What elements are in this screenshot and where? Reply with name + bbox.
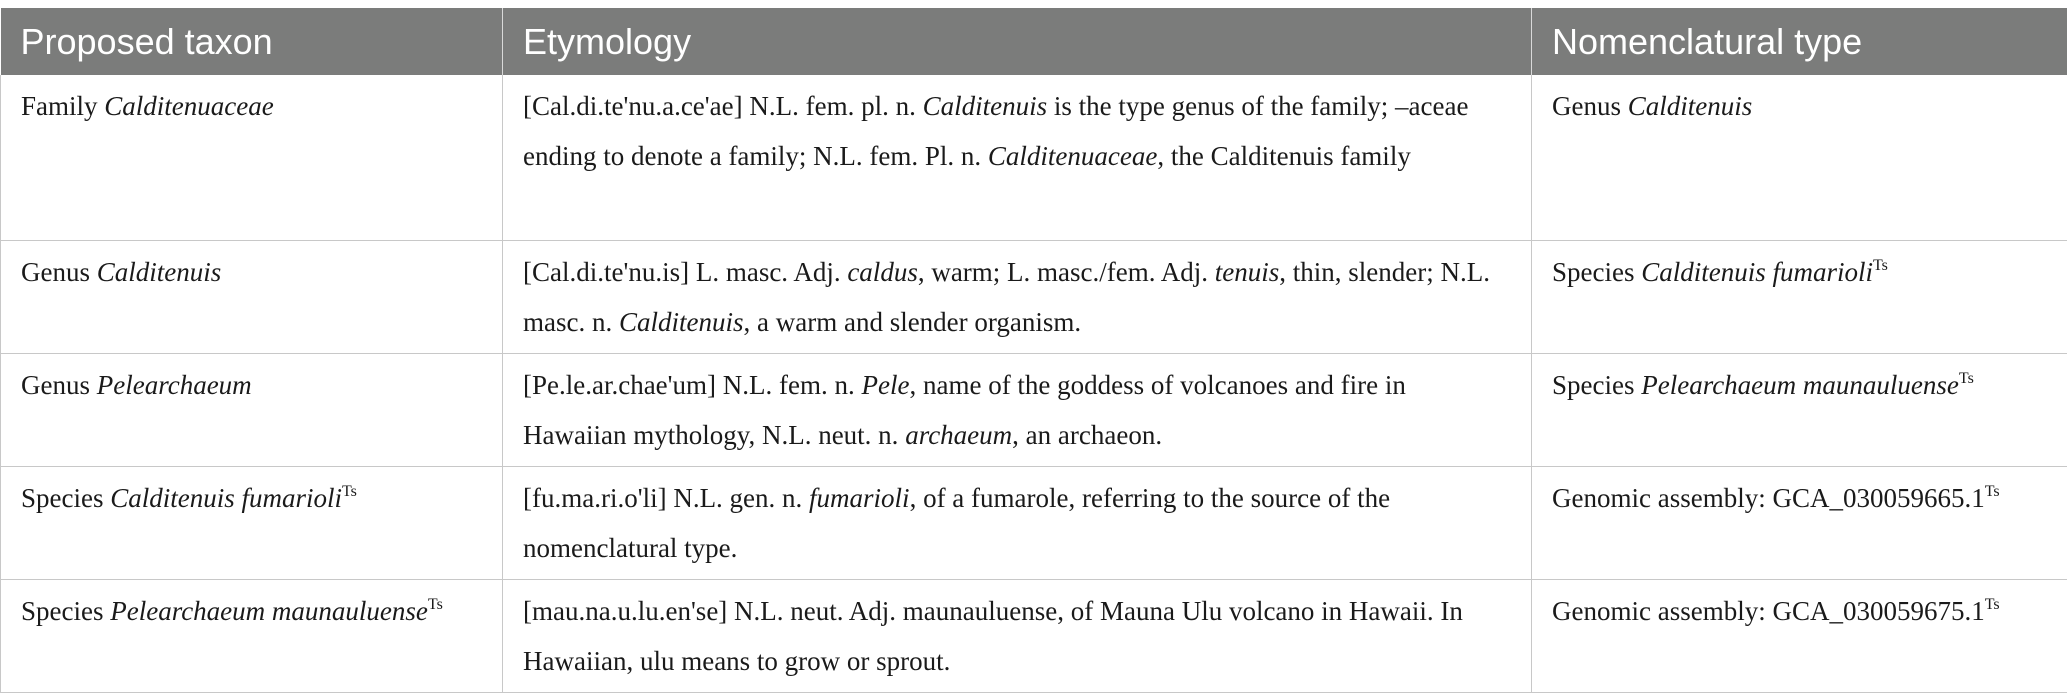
etymology-text: , an archaeon.	[1012, 419, 1163, 450]
type-prefix: Genus	[1552, 91, 1628, 121]
etymology-cell	[503, 466, 1532, 579]
etymology-text: , a warm and slender organism.	[743, 306, 1082, 337]
etymology-italic: Calditenuis	[618, 306, 744, 337]
taxon-rank: Species	[21, 595, 104, 626]
taxon-name: Pelearchaeum	[96, 369, 252, 400]
etymology-text: [Cal.di.te'nu.a.ce'ae] N.L. fem. pl. n.	[523, 91, 923, 121]
type-prefix: Species	[1552, 256, 1642, 287]
etymology-cell	[503, 75, 1532, 240]
table-row	[1, 579, 2067, 692]
type-strain-superscript: Ts	[1958, 369, 1974, 387]
taxon-rank: Family	[21, 91, 98, 121]
taxon-rank: Genus	[21, 256, 90, 287]
etymology-italic: caldus	[847, 256, 918, 287]
taxon-rank: Genus	[21, 369, 90, 400]
type-cell	[1532, 353, 2067, 466]
taxon-name: Calditenuaceae	[104, 91, 274, 121]
etymology-text: is the type genus of the family; –aceae ending to denote a family; N.L. fem. Pl. n.	[523, 91, 1469, 171]
type-prefix: Species	[1552, 369, 1642, 400]
etymology-cell	[503, 353, 1532, 466]
etymology-text: [Pe.le.ar.chae'um] N.L. fem. n.	[523, 369, 862, 400]
taxon-name: Calditenuis fumarioli	[110, 482, 343, 513]
etymology-italic: fumarioli	[809, 482, 910, 513]
etymology-text: [fu.ma.ri.o'li] N.L. gen. n.	[523, 482, 810, 513]
etymology-text: [Cal.di.te'nu.is] L. masc. Adj.	[523, 256, 848, 287]
taxonomy-table	[0, 8, 2067, 693]
etymology-italic: Pele	[861, 369, 910, 400]
header-proposed-taxon: Proposed taxon	[1, 8, 503, 75]
taxon-rank: Species	[21, 482, 104, 513]
taxon-name: Pelearchaeum maunauluense	[110, 595, 428, 626]
type-strain-superscript: Ts	[1984, 595, 2000, 613]
type-cell	[1532, 466, 2067, 579]
etymology-text: [mau.na.u.lu.en'se] N.L. neut. Adj. maunauluense, of Mauna Ulu volcano in Hawaii. In Hawaiian, ulu means to grow or sprout.	[523, 595, 1463, 676]
type-strain-superscript: Ts	[1984, 482, 2000, 500]
header-row	[1, 8, 2067, 75]
taxonomy-table-container	[0, 8, 2067, 693]
etymology-text: , of a fumarole, referring to the source of the nomenclatural type.	[523, 482, 1391, 563]
type-cell	[1532, 579, 2067, 692]
taxon-cell	[1, 466, 503, 579]
table-row	[1, 353, 2067, 466]
type-prefix: Genomic assembly: GCA_030059665.1	[1552, 482, 1985, 513]
type-strain-superscript: Ts	[1873, 256, 1888, 274]
header-nomenclatural-type: Nomenclatural type	[1532, 8, 2067, 75]
taxon-cell	[1, 353, 503, 466]
etymology-text: , warm; L. masc./fem. Adj.	[917, 256, 1215, 287]
etymology-italic: tenuis	[1214, 256, 1280, 287]
etymology-italic: Calditenuaceae	[987, 141, 1158, 171]
taxon-strain-superscript: Ts	[342, 482, 357, 500]
taxon-name: Calditenuis	[96, 256, 222, 287]
type-name: Pelearchaeum maunauluense	[1641, 369, 1959, 400]
etymology-text: , thin, slender; N.L. masc. n.	[523, 256, 1490, 337]
header-etymology: Etymology	[503, 8, 1532, 75]
taxon-cell	[1, 75, 503, 240]
type-name: Calditenuis	[1627, 91, 1753, 121]
table-header	[1, 8, 2067, 75]
taxon-cell	[1, 579, 503, 692]
etymology-italic: Calditenuis	[922, 91, 1048, 121]
etymology-text: , name of the goddess of volcanoes and fire in Hawaiian mythology, N.L. neut. n.	[523, 369, 1406, 450]
taxon-strain-superscript: Ts	[427, 595, 443, 613]
type-cell	[1532, 240, 2067, 353]
table-row	[1, 466, 2067, 579]
etymology-cell	[503, 579, 1532, 692]
etymology-text: , the Calditenuis family	[1157, 141, 1411, 171]
type-name: Calditenuis fumarioli	[1641, 256, 1874, 287]
table-row	[1, 240, 2067, 353]
taxon-cell	[1, 240, 503, 353]
type-cell	[1532, 75, 2067, 240]
type-prefix: Genomic assembly: GCA_030059675.1	[1552, 595, 1985, 626]
etymology-italic: archaeum	[905, 419, 1013, 450]
table-body	[1, 75, 2067, 692]
table-row	[1, 75, 2067, 240]
etymology-cell	[503, 240, 1532, 353]
